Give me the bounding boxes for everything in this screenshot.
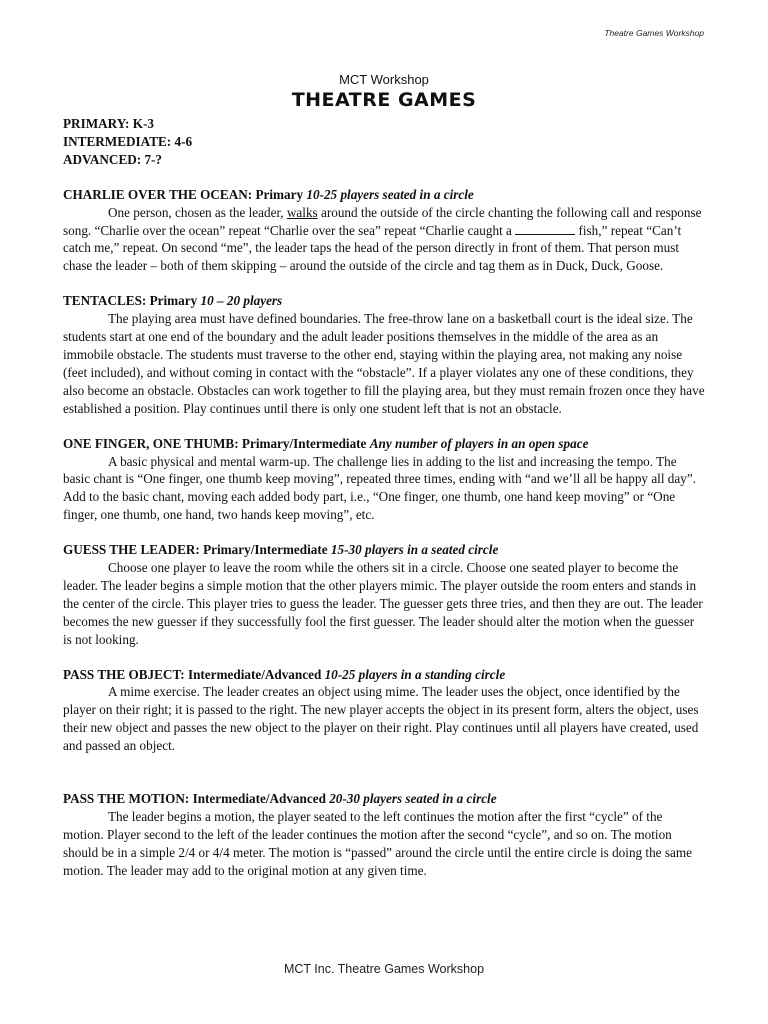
game-level: Primary/Intermediate <box>238 435 370 451</box>
game-level: Intermediate/Advanced <box>184 666 325 682</box>
game-description <box>63 204 705 276</box>
game-name: PASS THE OBJECT: <box>63 666 185 682</box>
game-players: 10 – 20 players <box>200 293 283 309</box>
game-description <box>63 453 705 525</box>
game-heading <box>63 541 705 559</box>
game-heading <box>63 435 705 453</box>
description-text: A basic physical and mental warm-up. The challenge lies in adding to the list and increasing the tempo. The basic chant is “One finger, one thumb keep moving”, repeated three times, ending with “and we’ll all be happy all day”. Add to the basic chant, moving each added body part, i.e., “One finger, one thumb, one hand keep moving” or “One finger, one thumb, one hand, two hands keep moving”, etc. <box>63 453 696 523</box>
game-heading <box>63 666 705 684</box>
document-body <box>63 115 705 880</box>
game-charlie-over-the-ocean <box>63 186 705 276</box>
game-level: Primary <box>146 293 201 309</box>
game-players: Any number of players in an open space <box>369 435 589 451</box>
running-header: Theatre Games Workshop <box>604 28 704 38</box>
game-name: CHARLIE OVER THE OCEAN: <box>63 186 253 202</box>
game-name: TENTACLES: <box>63 293 147 309</box>
description-text: Choose one player to leave the room while the others sit in a circle. Choose one seated player to become the leader. The leader begins a simple motion that the other players mimic. The player outside the room enters and stands in the center of the circle. This player tries to guess the leader. The guesser gets three tries, and then they are out. The leader becomes the new guesser if they successfully fool the first guesser. The leader should alter the motion when the guesser is not looking. <box>63 560 703 647</box>
game-players: 10-25 players seated in a circle <box>306 186 474 202</box>
game-description <box>63 559 705 649</box>
game-description <box>63 683 705 755</box>
page-footer: MCT Inc. Theatre Games Workshop <box>283 962 485 976</box>
game-heading <box>63 186 705 204</box>
description-text: The leader begins a motion, the player seated to the left continues the motion after the first “cycle” of the motion. Player second to the left of the leader continues the motion after the second “cycle”, and so on. The motion should be in a simple 2/4 or 4/4 meter. The motion is “passed” around the circle until the entire circle is doing the same motion. The leader may add to the original motion at any given time. <box>63 809 692 878</box>
description-text: The playing area must have defined boundaries. The free-throw lane on a basketball court is the ideal size. The students start at one end of the boundary and the adult leader positions themselves in the middle of the area as an immobile obstacle. The students must traverse to the other end, staying within the playing area, not making any noise (feet included), and without coming in contact with the “obstacle”. If a player violates any one of these conditions, they also become an obstacle. Obstacles can work together to fill the playing area, but they must remain frozen once they have established a position. Play continues until there is only one student left that is not an obstacle. <box>63 311 705 416</box>
description-text: around the outside of the circle chanting the following call and response song. “Charlie over the ocean” repeat “Charlie over the sea” repeat “Charlie caught a <box>63 204 702 238</box>
description-text: fish,” repeat “Can’t catch me,” repeat. On second “me”, the leader taps the head of the person directly in front of them. That person must chase the leader – both of them skipping – around the outside of the circle and tag them as in Duck, Duck, Goose. <box>63 222 682 274</box>
game-tentacles <box>63 292 705 417</box>
game-description <box>63 808 705 880</box>
game-description <box>63 310 705 417</box>
game-name: ONE FINGER, ONE THUMB: <box>63 435 239 451</box>
grade-level-list <box>63 115 705 169</box>
game-pass-the-motion <box>63 790 705 880</box>
game-name: GUESS THE LEADER: <box>63 542 200 558</box>
level-intermediate: INTERMEDIATE: 4-6 <box>63 133 193 149</box>
game-heading <box>63 292 705 310</box>
game-one-finger-one-thumb <box>63 435 705 525</box>
game-heading <box>63 790 705 808</box>
level-advanced: ADVANCED: 7-? <box>63 151 163 167</box>
game-pass-the-object <box>63 666 705 756</box>
game-level: Intermediate/Advanced <box>189 791 330 807</box>
description-text: One person, chosen as the leader, <box>108 204 287 220</box>
game-players: 20-30 players seated in a circle <box>329 791 497 807</box>
game-level: Primary <box>252 186 307 202</box>
game-level: Primary/Intermediate <box>199 542 331 558</box>
fill-in-blank <box>515 222 575 235</box>
underlined-word: walks <box>286 204 318 220</box>
game-name: PASS THE MOTION: <box>63 791 190 807</box>
document-heading <box>0 72 768 113</box>
game-guess-the-leader <box>63 541 705 648</box>
game-players: 10-25 players in a standing circle <box>324 666 506 682</box>
description-text: A mime exercise. The leader creates an object using mime. The leader uses the object, once identified by the player on their right; it is passed to the right. The new player accepts the object in its present form, alters the object, uses their new object and passes the new object to the player on their right. Play continues until all players have created, used and passed an object. <box>63 684 699 754</box>
document-subtitle: MCT Workshop <box>339 72 429 87</box>
document-title: THEATRE GAMES <box>291 89 477 111</box>
game-players: 15-30 players in a seated circle <box>330 542 499 558</box>
level-primary: PRIMARY: K-3 <box>63 116 154 131</box>
